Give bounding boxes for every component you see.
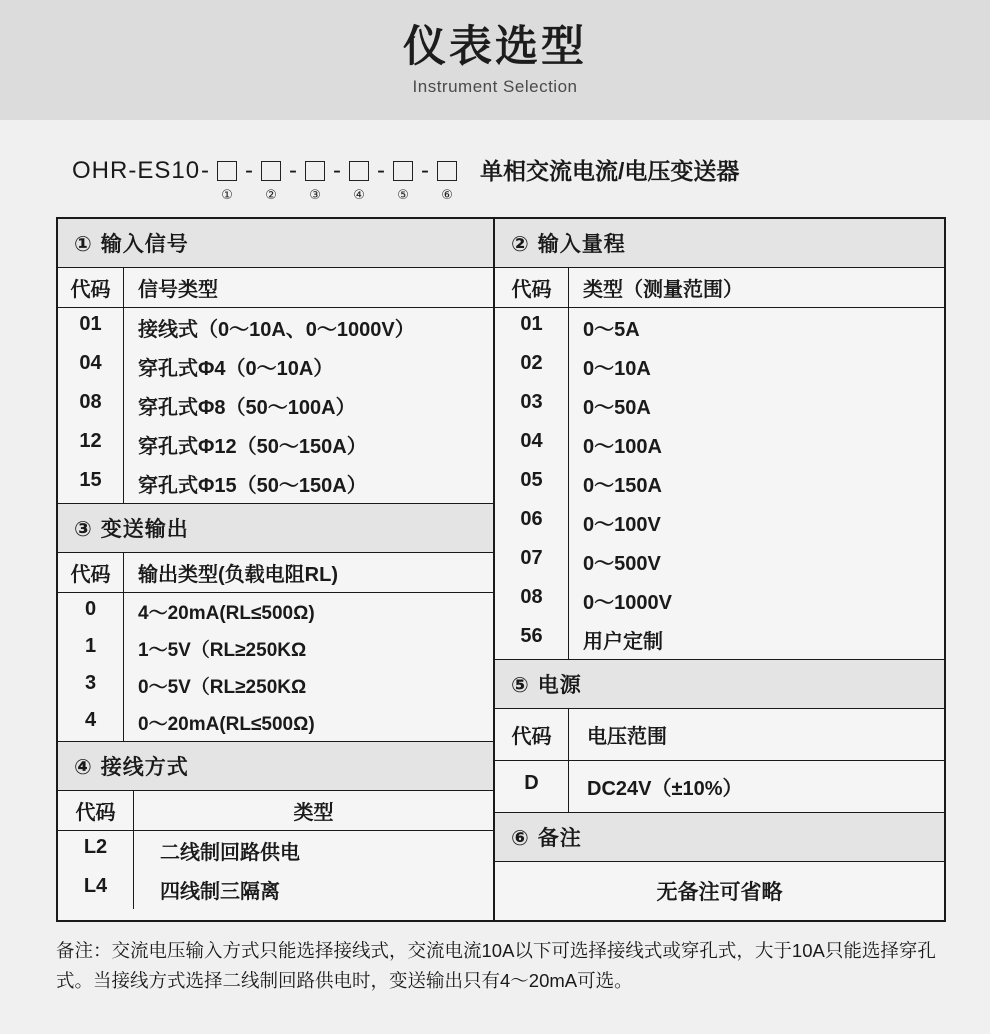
table-row xyxy=(58,386,493,425)
row-code: 02 xyxy=(495,347,569,386)
column-header-type-1: 信号类型 xyxy=(138,279,218,301)
row-code: L4 xyxy=(58,870,134,909)
column-header-code-4: 代码 xyxy=(58,791,134,830)
row-value: 0～100V xyxy=(583,514,661,536)
table-right-column xyxy=(495,219,944,920)
table-row xyxy=(58,831,493,870)
section-title-6: 备注 xyxy=(537,827,582,850)
column-header-code-5: 代码 xyxy=(495,709,569,760)
section-title-1: 输入信号 xyxy=(100,233,189,256)
section-marker-2: ② xyxy=(511,233,530,256)
row-value: 0～5V（RL≥250KΩ xyxy=(138,677,307,698)
table-row xyxy=(495,761,944,813)
row-value: 0～500V xyxy=(583,553,661,575)
column-header-code-1: 代码 xyxy=(58,268,124,307)
row-value: 0～150A xyxy=(583,475,662,497)
model-dash-0: - xyxy=(201,157,210,184)
row-value: 穿孔式Φ12（50～150A） xyxy=(138,436,367,458)
row-value: 1～5V（RL≥250KΩ xyxy=(138,640,307,661)
column-header-type-2: 类型（测量范围） xyxy=(583,279,743,301)
table-left-column xyxy=(58,219,495,920)
section-header-power xyxy=(495,660,944,709)
section-title-5: 电源 xyxy=(537,674,582,697)
row-code: 04 xyxy=(58,347,124,386)
section-header-wiring xyxy=(58,742,493,791)
section-1-rows xyxy=(58,308,493,504)
slot-number-4: ④ xyxy=(353,187,365,202)
section-marker-1: ① xyxy=(74,233,93,256)
row-value: 0～20mA(RL≤500Ω) xyxy=(138,714,315,735)
slot-number-3: ③ xyxy=(309,187,321,202)
row-code: 56 xyxy=(495,620,569,659)
section-header-remark xyxy=(495,813,944,862)
row-value: DC24V（±10%） xyxy=(587,778,743,800)
table-row xyxy=(495,308,944,347)
row-code: 04 xyxy=(495,425,569,464)
column-header-code-3: 代码 xyxy=(58,553,124,592)
row-value: 0～10A xyxy=(583,358,651,380)
model-dash-1: - xyxy=(245,157,254,184)
model-dash-3: - xyxy=(333,157,342,184)
section-4-rows xyxy=(58,831,493,909)
section-header-input-signal xyxy=(58,219,493,268)
model-slot-2 xyxy=(254,154,288,203)
table-header-row-1 xyxy=(58,268,493,308)
model-slot-3 xyxy=(298,154,332,203)
table-row xyxy=(495,386,944,425)
row-value: 用户定制 xyxy=(583,631,663,653)
section-title-2: 输入量程 xyxy=(537,233,626,256)
row-value: 穿孔式Φ4（0～10A） xyxy=(138,358,334,380)
section-header-input-range xyxy=(495,219,944,268)
section-4-table xyxy=(58,791,493,909)
table-row xyxy=(495,425,944,464)
row-value: 穿孔式Φ8（50～100A） xyxy=(138,397,356,419)
model-code-line xyxy=(0,154,990,203)
section-header-output xyxy=(58,504,493,553)
row-code: 01 xyxy=(495,308,569,347)
model-description: 单相交流电流/电压变送器 xyxy=(480,158,740,184)
row-code: D xyxy=(495,761,569,812)
row-code: 12 xyxy=(58,425,124,464)
table-row xyxy=(495,620,944,659)
table-header-row-4 xyxy=(58,791,493,831)
model-slot-4 xyxy=(342,154,376,203)
section-title-3: 变送输出 xyxy=(100,518,189,541)
table-row xyxy=(58,464,493,503)
row-code: L2 xyxy=(58,831,134,870)
slot-box-3 xyxy=(305,161,325,181)
row-value: 接线式（0～10A、0～1000V） xyxy=(138,319,415,341)
slot-number-2: ② xyxy=(265,187,277,202)
table-row xyxy=(58,308,493,347)
row-code: 05 xyxy=(495,464,569,503)
row-value: 4～20mA(RL≤500Ω) xyxy=(138,603,315,624)
table-row xyxy=(495,464,944,503)
row-code: 07 xyxy=(495,542,569,581)
slot-box-1 xyxy=(217,161,237,181)
table-row xyxy=(58,593,493,630)
column-header-type-3: 输出类型(负载电阻RL) xyxy=(138,564,338,586)
selection-table xyxy=(56,217,946,922)
slot-box-6 xyxy=(437,161,457,181)
table-row xyxy=(495,503,944,542)
page-title: 仪表选型 xyxy=(403,23,587,72)
section-3-rows xyxy=(58,593,493,742)
table-row xyxy=(58,630,493,667)
row-value: 0～5A xyxy=(583,319,640,341)
column-header-code-2: 代码 xyxy=(495,268,569,307)
page-banner xyxy=(0,0,990,120)
row-code: 06 xyxy=(495,503,569,542)
model-dash-2: - xyxy=(289,157,298,184)
row-value: 穿孔式Φ15（50～150A） xyxy=(138,475,367,497)
table-header-row-3 xyxy=(58,553,493,593)
model-slot-1 xyxy=(210,154,244,203)
row-code: 15 xyxy=(58,464,124,503)
row-value: 二线制回路供电 xyxy=(160,842,300,864)
slot-box-2 xyxy=(261,161,281,181)
slot-number-6: ⑥ xyxy=(441,187,453,202)
model-dash-4: - xyxy=(377,157,386,184)
table-row xyxy=(58,704,493,741)
section-marker-6: ⑥ xyxy=(511,827,530,850)
model-prefix: OHR-ES10 xyxy=(72,157,201,184)
model-slot-5 xyxy=(386,154,420,203)
row-code: 03 xyxy=(495,386,569,425)
slot-box-4 xyxy=(349,161,369,181)
section-marker-5: ⑤ xyxy=(511,674,530,697)
model-slot-6 xyxy=(430,154,464,203)
remark-text: 无备注可省略 xyxy=(656,881,783,904)
table-row xyxy=(58,347,493,386)
table-row xyxy=(58,425,493,464)
section-2-rows xyxy=(495,308,944,660)
page-subtitle: Instrument Selection xyxy=(412,76,578,96)
section-marker-4: ④ xyxy=(74,756,93,779)
slot-box-5 xyxy=(393,161,413,181)
slot-number-5: ⑤ xyxy=(397,187,409,202)
row-code: 08 xyxy=(58,386,124,425)
table-header-row-5 xyxy=(495,709,944,761)
table-row xyxy=(495,347,944,386)
table-row xyxy=(58,667,493,704)
section-title-4: 接线方式 xyxy=(100,756,189,779)
table-header-row-2 xyxy=(495,268,944,308)
column-header-type-4: 类型 xyxy=(293,802,334,824)
table-row xyxy=(58,870,493,909)
row-code: 1 xyxy=(58,630,124,667)
model-code xyxy=(72,154,464,203)
table-row xyxy=(495,542,944,581)
slot-number-1: ① xyxy=(221,187,233,202)
section-marker-3: ③ xyxy=(74,518,93,541)
row-code: 08 xyxy=(495,581,569,620)
row-code: 0 xyxy=(58,593,124,630)
row-value: 0～100A xyxy=(583,436,662,458)
column-header-range-5: 电压范围 xyxy=(587,726,667,748)
row-code: 3 xyxy=(58,667,124,704)
model-dash-5: - xyxy=(421,157,430,184)
footnote: 备注：交流电压输入方式只能选择接线式，交流电流10A以下可选择接线式或穿孔式，大于10A只能选择穿孔式。当接线方式选择二线制回路供电时，变送输出只有4～20mA可选。 xyxy=(56,940,936,991)
row-code: 01 xyxy=(58,308,124,347)
row-value: 四线制三隔离 xyxy=(160,881,280,903)
row-value: 0～50A xyxy=(583,397,651,419)
row-value: 0～1000V xyxy=(583,592,672,614)
row-code: 4 xyxy=(58,704,124,741)
table-row xyxy=(495,581,944,620)
